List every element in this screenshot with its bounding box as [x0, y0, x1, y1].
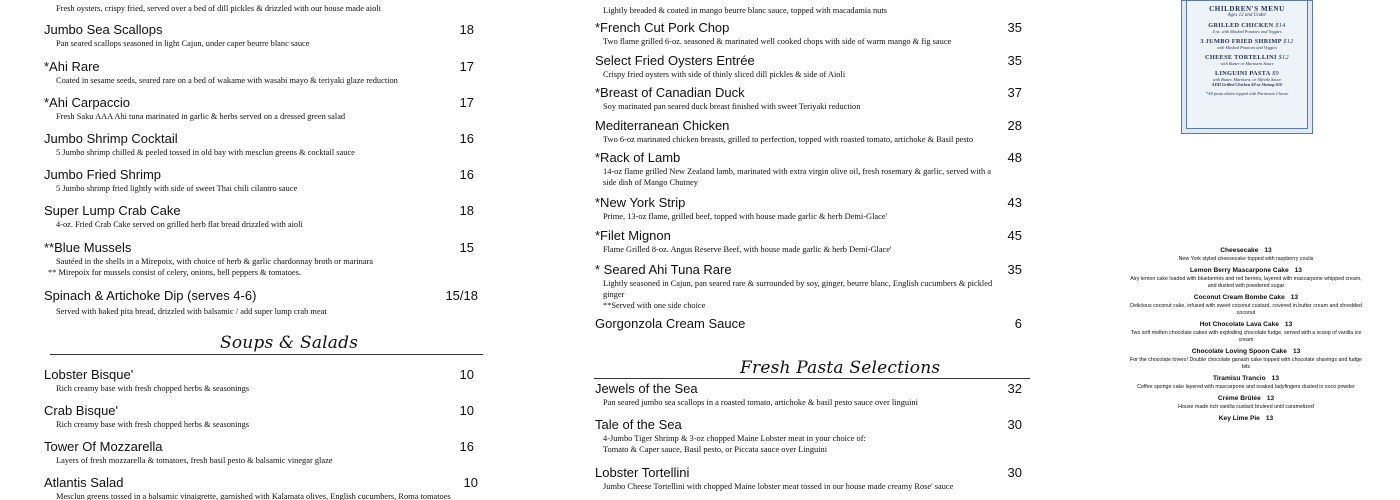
item-description: Flame Grilled 8-oz. Angus Reserve Beef, with house made garlic & herb Demi-Glace': [603, 245, 892, 254]
item-description: Lightly breaded & coated in mango beurre blanc sauce, topped with macadamia nuts: [603, 6, 887, 15]
item-price: 45: [1007, 228, 1022, 243]
item-description: Coated in sesame seeds, seared rare on a bed of wakame with wasabi mayo & teriyaki glaze reduction: [56, 76, 398, 85]
item-description: Pan seared scallops seasoned in light Cajun, under caper beurre blanc sauce: [56, 39, 310, 48]
kids-item-price: $12: [1278, 54, 1289, 61]
childrens-menu-card: [1181, 0, 1313, 134]
item-price: 16: [459, 131, 474, 146]
kids-item-description: with Mashed Potatoes and Veggies: [1217, 45, 1277, 50]
menu-item: [44, 131, 474, 158]
kids-item-price: $12: [1283, 38, 1294, 45]
item-description: Rich creamy base with fresh chopped herbs & seasonings: [56, 420, 250, 429]
menu-item-fragment: [590, 5, 1020, 16]
menu-item: [44, 475, 478, 500]
menu-item: [44, 240, 474, 278]
dessert-name: Hot Chocolate Lava Cake: [1199, 321, 1279, 328]
item-description: Layers of fresh mozzarella & tomatoes, fresh basil pesto & balsamic vinegar glaze: [56, 456, 333, 465]
menu-item: [590, 381, 1022, 408]
item-price: 10: [459, 403, 474, 418]
soups-salads-title: Soups & Salads: [220, 333, 359, 353]
dessert-name: Tiramisu Trancio: [1213, 375, 1266, 382]
item-description: Pan seared jumbo sea scallops in a roasted tomato, artichoke & basil pesto sauce over linguini: [603, 398, 918, 407]
item-name: *Breast of Canadian Duck: [595, 85, 745, 100]
item-name: Mediterranean Chicken: [595, 118, 730, 133]
dessert-price: 13: [1284, 321, 1293, 328]
dessert-price: 13: [1266, 395, 1275, 402]
item-description: Prime, 13-oz flame, grilled beef, topped with house made garlic & herb Demi-Glace': [603, 212, 888, 221]
item-description: Fresh Saku AAA Ahi tuna marinated in garlic & herbs served on a dressed green salad: [56, 112, 346, 121]
item-description: 4-oz. Fried Crab Cake served on grilled herb flat bread drizzled with aioli: [56, 220, 303, 229]
item-price: 15/18: [445, 288, 478, 303]
item-name: *French Cut Pork Chop: [595, 20, 730, 35]
menu-item: [590, 85, 1022, 112]
item-name: Jumbo Fried Shrimp: [44, 167, 162, 182]
item-price: 35: [1007, 53, 1022, 68]
menu-item: [44, 439, 474, 466]
item-description: 5 Jumbo shrimp fried lightly with side of sweet Thai chili cilantro sauce: [56, 184, 298, 193]
kids-item-price: $9: [1272, 70, 1279, 77]
item-price: 28: [1007, 118, 1022, 133]
kids-item-name: LINGUINI PASTA: [1214, 70, 1271, 77]
item-price: 18: [459, 22, 474, 37]
childrens-menu-title: CHILDREN'S MENU: [1209, 5, 1285, 13]
item-price: 35: [1007, 262, 1022, 277]
menu-item: [44, 367, 474, 394]
menu-item: [44, 59, 474, 86]
dessert-description: For the chocolate lovers! Double chocolate ganash cake topped with chocolate shavings and fudge bits: [1129, 357, 1363, 370]
item-description: Two flame grilled 6-oz. seasoned & marinated well cooked chops with side of warm mango & fig sauce: [603, 37, 952, 46]
kids-menu-item: [1190, 70, 1304, 87]
item-price: 10: [459, 367, 474, 382]
item-price: 30: [1007, 465, 1022, 480]
item-price: 48: [1007, 150, 1022, 165]
item-description: Fresh oysters, crispy fried, served over a bed of dill pickles & drizzled with our house made aioli: [56, 4, 381, 13]
item-price: 15: [459, 240, 474, 255]
menu-item-fried-oysters-fragment: [44, 3, 484, 14]
menu-item: [44, 167, 474, 194]
dessert-price: 13: [1292, 348, 1301, 355]
item-name: Spinach & Artichoke Dip (serves 4-6): [44, 288, 257, 303]
dessert-item: [1128, 394, 1364, 411]
item-price: 43: [1007, 195, 1022, 210]
dessert-price: 13: [1290, 294, 1299, 301]
menu-item: [44, 95, 474, 122]
childrens-menu-subtitle: Ages 12 and Under: [1227, 13, 1267, 18]
item-price: 6: [1014, 316, 1022, 331]
menu-item: [44, 288, 478, 317]
item-description-cont: Tomato & Caper sauce, Basil pesto, or Piccata sauce over Linguini: [603, 445, 828, 454]
dessert-name: Lemon Berry Mascarpone Cake: [1190, 267, 1289, 274]
item-price: 32: [1007, 381, 1022, 396]
dessert-item: [1128, 414, 1364, 424]
item-price: 10: [463, 475, 478, 490]
kids-menu-item: [1190, 54, 1304, 66]
item-description: Soy marinated pan seared duck breast finished with sweet Teriyaki reduction: [603, 102, 861, 111]
item-price: 16: [459, 439, 474, 454]
dessert-description: New York styled cheesecake topped with raspberry coulis: [1178, 256, 1314, 262]
dessert-price: 13: [1264, 247, 1272, 254]
dessert-price: 13: [1294, 267, 1302, 274]
item-price: 18: [459, 203, 474, 218]
menu-item: [590, 316, 1022, 332]
item-name: Jumbo Shrimp Cocktail: [44, 131, 178, 146]
item-description: Sautéed in the shells in a Mirepoix, with choice of herb & garlic chardonnay broth or marinara: [56, 257, 373, 266]
kids-item-description: 4 oz. with Mashed Potatoes and Veggies: [1212, 29, 1282, 34]
kids-item-name: GRILLED CHICKEN: [1208, 22, 1274, 29]
desserts-list: [1128, 246, 1364, 427]
kids-item-addon: ADD Grilled Chicken $8 or Shrimp $10: [1211, 82, 1283, 87]
kids-menu-item: [1190, 22, 1304, 34]
menu-item: [44, 22, 474, 49]
menu-item: [590, 417, 1022, 455]
item-description-note: ** Mirepoix for mussels consist of celery, onions, bell peppers & tomatoes.: [48, 268, 301, 277]
menu-item: [590, 150, 1022, 188]
dessert-name: Coconut Cream Bombe Cake: [1193, 294, 1285, 301]
item-description: Lightly seasoned in Cajun, pan seared rare & surrounded by soy, ginger, beurre blanc, English cucumbers & pickled: [603, 279, 993, 288]
dessert-name: Cheesecake: [1220, 247, 1259, 254]
dessert-item: [1128, 246, 1364, 263]
item-name: *Filet Mignon: [595, 228, 671, 243]
item-name: Tower Of Mozzarella: [44, 439, 163, 454]
item-name: *Ahi Carpaccio: [44, 95, 130, 110]
item-name: *Rack of Lamb: [595, 150, 681, 165]
item-description: 4-Jumbo Tiger Shrimp & 3-oz chopped Maine Lobster meat in your choice of:: [603, 434, 866, 443]
kids-item-description: with Butter or Marinara Sauce: [1220, 61, 1274, 66]
dessert-name: Crème Brûlée: [1217, 395, 1261, 402]
menu-item: [590, 262, 1022, 311]
menu-item: [590, 118, 1022, 145]
item-name: Select Fried Oysters Entrée: [595, 53, 755, 68]
item-description: Rich creamy base with fresh chopped herbs & seasonings: [56, 384, 250, 393]
dessert-description: Coffee sponge cake layered with mascarpone and soaked ladyfingers dusted in coco powder: [1137, 384, 1355, 390]
dessert-price: 13: [1271, 375, 1279, 382]
item-description: Two 6-oz marinated chicken breasts, grilled to perfection, topped with roasted tomato, artichoke & Basil pesto: [603, 135, 974, 144]
item-price: 16: [459, 167, 474, 182]
menu-item: [590, 228, 1022, 255]
item-name: Atlantis Salad: [44, 475, 124, 490]
dessert-item: [1128, 374, 1364, 391]
menu-item: [590, 195, 1022, 222]
item-price: 17: [459, 59, 474, 74]
item-name: **Blue Mussels: [44, 240, 132, 255]
dessert-description: Delicious coconut cake, infused with sweet coconut custard, covered in butter cream and shredded coconut: [1130, 303, 1362, 316]
dessert-name: Key Lime Pie: [1218, 415, 1260, 422]
item-description: Served with baked pita bread, drizzled with balsamic / add super lump crab meat: [56, 307, 327, 316]
childrens-menu-footer: *All pasta dishes topped with Parmesan Cheese: [1205, 91, 1289, 96]
section-divider: [50, 354, 483, 355]
item-name: Crab Bisque': [44, 403, 119, 418]
kids-item-description: with Butter, Marinara, or Alfredo Sauce: [1212, 77, 1282, 82]
childrens-menu-inner: [1186, 1, 1308, 129]
item-name: Gorgonzola Cream Sauce: [595, 316, 746, 331]
menu-item: [44, 403, 474, 430]
menu-item: [590, 465, 1022, 492]
dessert-item: [1128, 266, 1364, 290]
item-name: Lobster Tortellini: [595, 465, 690, 480]
dessert-item: [1128, 293, 1364, 317]
kids-item-name: 3 JUMBO FRIED SHRIMP: [1200, 38, 1282, 45]
item-description: Crispy fried oysters with side of thinly sliced dill pickles & side of Aioli: [603, 70, 846, 79]
dessert-price: 13: [1265, 415, 1274, 422]
item-description: 14-oz flame grilled New Zealand lamb, marinated with extra virgin olive oil, fresh rosemary & garlic, served with a: [603, 167, 991, 176]
item-description: Mesclun greens tossed in a balsamic vinaigrette, garnished with Kalamata olives, English cucumbers, Roma tomatoes: [56, 492, 451, 500]
item-description-cont: ginger: [603, 290, 625, 299]
kids-item-name: CHEESE TORTELLINI: [1205, 54, 1277, 61]
item-name: *New York Strip: [595, 195, 686, 210]
item-name: Lobster Bisque': [44, 367, 134, 382]
item-price: 30: [1007, 417, 1022, 432]
appetizers-column: [44, 0, 484, 500]
kids-item-price: $14: [1275, 22, 1286, 29]
menu-item: [44, 203, 474, 230]
item-description: 5 Jumbo shrimp chilled & peeled tossed in old bay with mesclun greens & cocktail sauce: [56, 148, 355, 157]
dessert-description: Airy lemon cake loaded with blueberries and red berries, layered with mascarpone whipped cream, and dusted with powdered sugar: [1130, 276, 1362, 289]
item-price: 35: [1007, 20, 1022, 35]
item-description: Jumbo Cheese Tortellini with chopped Maine lobster meat tossed in our house made creamy Rose' sauce: [603, 482, 954, 491]
item-name: *Ahi Rare: [44, 59, 100, 74]
item-description-note: **Served with one side choice: [603, 301, 706, 310]
dessert-description: Two soft molten chocolate cakes with exploding chocolate fudge, served with a scoop of vanilla ice cream: [1130, 330, 1362, 343]
item-name: * Seared Ahi Tuna Rare: [595, 262, 732, 277]
item-name: Tale of the Sea: [595, 417, 682, 432]
pasta-selections-title: Fresh Pasta Selections: [740, 358, 941, 378]
item-description-cont: side dish of Mango Chutney: [603, 178, 698, 187]
item-name: Jewels of the Sea: [595, 381, 698, 396]
dessert-item: [1128, 347, 1364, 371]
dessert-item: [1128, 320, 1364, 344]
item-price: 17: [459, 95, 474, 110]
menu-item: [590, 53, 1022, 80]
menu-item: [590, 20, 1022, 47]
item-price: 37: [1007, 85, 1022, 100]
item-name: Super Lump Crab Cake: [44, 203, 181, 218]
section-divider: [594, 378, 1030, 379]
item-name: Jumbo Sea Scallops: [44, 22, 163, 37]
dessert-name: Chocolate Loving Spoon Cake: [1191, 348, 1287, 355]
dessert-description: House made rich vanilla custard bruleed until caramelized: [1178, 404, 1314, 410]
kids-menu-item: [1190, 38, 1304, 50]
